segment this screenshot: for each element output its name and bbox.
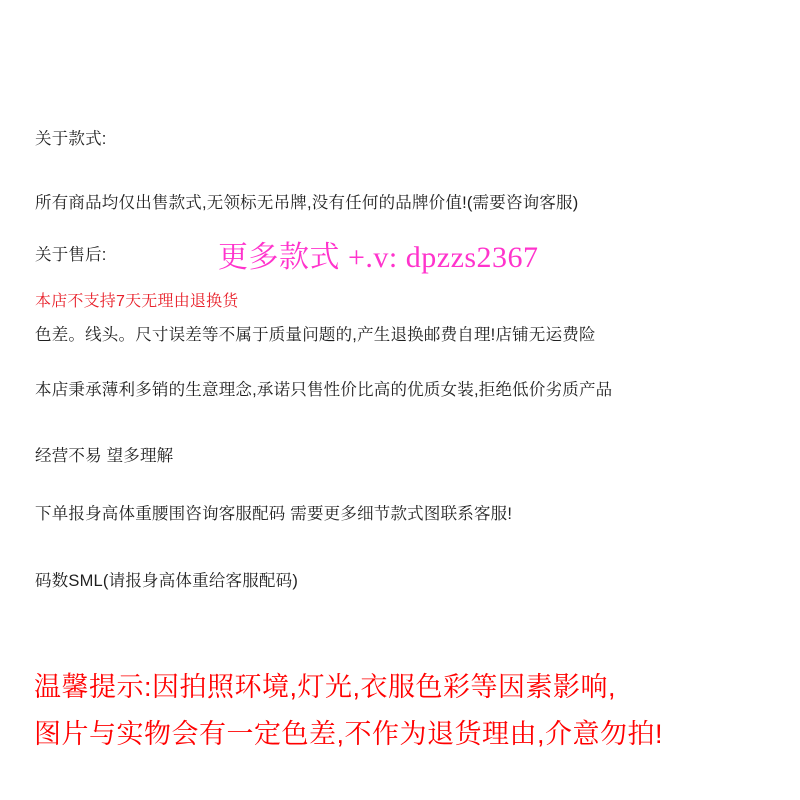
about-after-sale-heading: 关于售后: <box>35 246 107 264</box>
about-style-heading: 关于款式: <box>35 130 107 148</box>
color-difference-note: 色差。线头。尺寸误差等不属于质量问题的,产生退换邮费自理!店铺无运费险 <box>35 326 596 344</box>
store-philosophy-text: 本店秉承薄利多销的生意理念,承诺只售性价比高的优质女装,拒绝低价劣质产品 <box>35 381 613 399</box>
order-instructions-text: 下单报身高体重腰围咨询客服配码 需要更多细节款式图联系客服! <box>35 505 513 523</box>
warning-line-2: 图片与实物会有一定色差,不作为退货理由,介意勿拍! <box>34 719 664 749</box>
warning-line-1: 温馨提示:因拍照环境,灯光,衣服色彩等因素影响, <box>34 672 617 702</box>
style-note-text: 所有商品均仅出售款式,无领标无吊牌,没有任何的品牌价值!(需要咨询客服) <box>35 194 579 212</box>
size-options-text: 码数SML(请报身高体重给客服配码) <box>35 572 299 590</box>
contact-watermark: 更多款式 +.v: dpzzs2367 <box>218 241 539 274</box>
business-hardship-text: 经营不易 望多理解 <box>35 447 174 465</box>
no-return-policy-text: 本店不支持7天无理由退换货 <box>35 293 239 310</box>
